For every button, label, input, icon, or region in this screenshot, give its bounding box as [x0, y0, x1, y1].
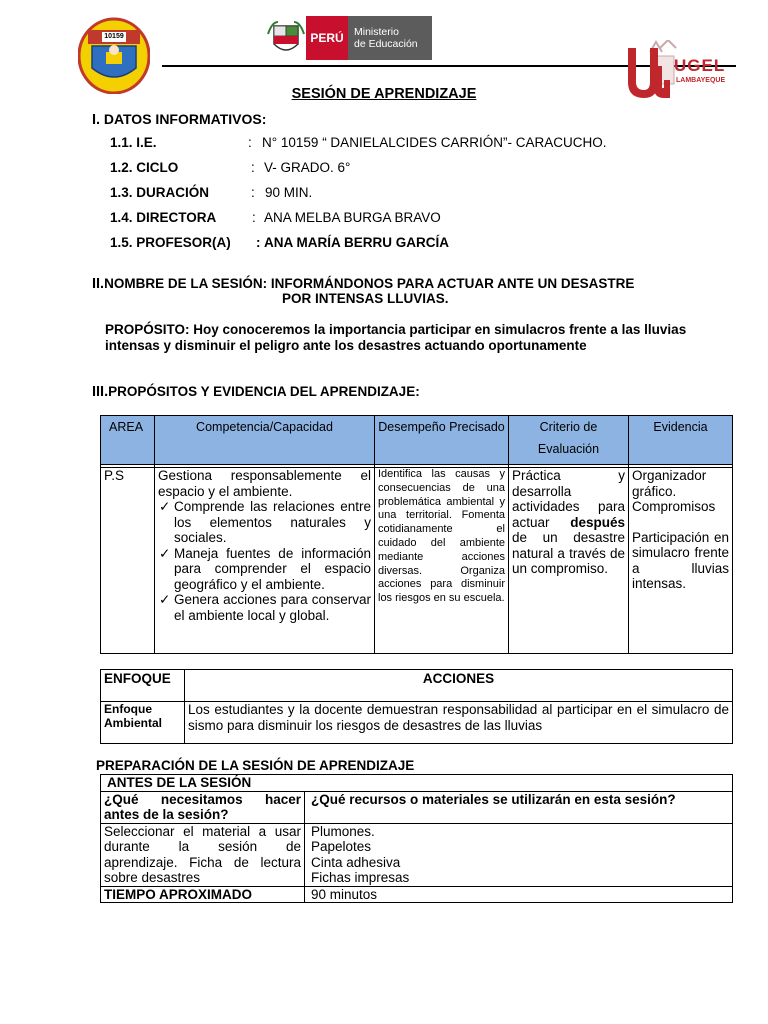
section-1-number: I.: [92, 112, 101, 128]
cell-question-2: ¿Qué recursos o materiales se utilizarán en esta sesión?: [305, 791, 733, 823]
page-title: SESIÓN DE APRENDIZAJE: [291, 86, 477, 102]
capacidad-text: Genera acciones para conservar el ambiente local y global.: [174, 592, 371, 623]
info-colon: :: [251, 185, 255, 200]
list-item: [159, 499, 371, 546]
section-2-number: II.: [92, 276, 105, 292]
info-value: 90 MIN.: [265, 185, 313, 200]
info-value: N° 10159 “ DANIELALCIDES CARRIÓN”- CARACUCHO.: [262, 135, 607, 150]
list-item: Fichas impresas: [311, 870, 410, 885]
cell-acciones: Los estudiantes y la docente demuestran responsabilidad al participar en el simulacro de sismo para disminuir los riesgos de desastres de las lluvias: [185, 702, 733, 744]
header-desempeno: Desempeño Precisado: [375, 416, 509, 465]
info-colon: :: [252, 210, 256, 225]
criterio-text-b: de un desastre natural a través de un compromiso.: [512, 530, 625, 576]
section-1-heading: [92, 111, 266, 128]
list-item: [159, 592, 371, 623]
cell-materials: [305, 823, 733, 886]
ministry-line2: de Educación: [354, 38, 418, 50]
cell-antes: ANTES DE LA SESIÓN: [101, 775, 733, 792]
table-header-row: [101, 416, 733, 465]
ministry-label: [348, 16, 432, 60]
criterio-bold: después: [570, 514, 625, 530]
list-item: [159, 545, 371, 593]
cell-area: P.S: [101, 468, 155, 654]
evidencia-2: Participación en simulacro frente a lluvias intensas.: [632, 529, 729, 591]
table-row: [101, 775, 733, 792]
cell-desempeno: Identifica las causas y consecuencias de una problemática ambiental y una territorial. Fomenta cotidianamente el cuidado del ambiente mediante acciones diversas. Organiza acciones para disminuir los riesgos en su escuela.: [375, 468, 509, 654]
peru-ministry-logo: [266, 16, 432, 60]
info-label: 1.2. CICLO: [110, 160, 179, 175]
info-colon: :: [256, 235, 261, 250]
session-name-line1: NOMBRE DE LA SESIÓN: INFORMÁNDONOS PARA ACTUAR ANTE UN DESASTRE: [104, 276, 635, 291]
criterio-text-a: Práctica y desarrolla actividades para actuar: [512, 468, 625, 530]
table-row: [101, 791, 733, 823]
cell-evidencia: [629, 468, 733, 654]
ugel-sub: LAMBAYEQUE: [676, 77, 726, 84]
ugel-label: UGEL: [674, 56, 726, 75]
competencia-intro: Gestiona responsablemente el espacio y el ambiente.: [158, 468, 371, 499]
list-item: Papelotes: [311, 839, 372, 854]
header-competencia: Competencia/Capacidad: [155, 416, 375, 465]
capacidad-text: Comprende las relaciones entre los elementos naturales y sociales.: [174, 499, 371, 545]
header-area: AREA: [101, 416, 155, 465]
info-colon: :: [248, 135, 252, 150]
cell-tiempo-value: 90 minutos: [305, 886, 733, 903]
section-3-heading: [92, 384, 420, 400]
session-name-line2: POR INTENSAS LLUVIAS.: [282, 291, 449, 306]
info-label: 1.4. DIRECTORA: [110, 210, 217, 225]
list-item: Cinta adhesiva: [311, 854, 401, 870]
check-icon: ✓: [159, 545, 171, 561]
table-row: [101, 702, 733, 744]
header-criterio: Criterio de Evaluación: [509, 416, 629, 465]
cell-competencia: [155, 468, 375, 654]
cell-criterio: [509, 468, 629, 654]
check-icon: ✓: [159, 592, 171, 607]
section-3-number: III.: [92, 384, 109, 400]
list-item: Plumones.: [311, 823, 375, 839]
preparation-title: PREPARACIÓN DE LA SESIÓN DE APRENDIZAJE: [96, 758, 415, 773]
capacidad-text: Maneja fuentes de información para comprender el espacio geográfico y el ambiente.: [174, 545, 371, 592]
purpose-text: PROPÓSITO: Hoy conoceremos la importancia participar en simulacros frente a las lluvias intensas y disminuir el peligro ante los desastres actuando oportunamente: [105, 322, 687, 353]
school-seal-logo: [78, 16, 150, 94]
header-evidencia: Evidencia: [629, 416, 733, 465]
table-row: [101, 823, 733, 886]
info-colon: :: [251, 160, 255, 175]
info-label: 1.3. DURACIÓN: [110, 185, 210, 200]
learning-purposes-table: [100, 415, 733, 654]
peru-coat-of-arms-icon: [266, 16, 306, 60]
section-2-heading: [92, 276, 635, 306]
info-value: ANA MELBA BURGA BRAVO: [264, 210, 441, 225]
header-enfoque: ENFOQUE: [101, 670, 185, 702]
peru-label: PERÚ: [306, 16, 348, 60]
table-row: [101, 468, 733, 654]
school-seal-number: 10159: [104, 33, 124, 40]
table-header-row: [101, 670, 733, 702]
capacidades-list: [158, 499, 371, 623]
section-1-title: DATOS INFORMATIVOS:: [103, 111, 267, 127]
cell-tiempo-label: TIEMPO APROXIMADO: [101, 886, 305, 903]
section-3-title: PROPÓSITOS Y EVIDENCIA DEL APRENDIZAJE:: [108, 384, 420, 399]
ministry-line1: Ministerio: [354, 26, 399, 38]
cell-question-1: ¿Qué necesitamos hacer antes de la sesión?: [101, 791, 305, 823]
info-label: 1.1. I.E.: [110, 135, 157, 150]
cell-answer-1: Seleccionar el material a usar durante la sesión de aprendizaje. Ficha de lectura sobre desastres: [101, 823, 305, 886]
preparation-table: [100, 774, 733, 903]
info-value: ANA MARÍA BERRU GARCÍA: [264, 235, 449, 250]
enfoque-table: [100, 669, 733, 744]
check-icon: ✓: [159, 499, 171, 514]
info-label: 1.5. PROFESOR(A): [110, 235, 231, 250]
info-value: V- GRADO. 6°: [264, 160, 351, 175]
cell-enfoque: Enfoque Ambiental: [101, 702, 185, 744]
evidencia-1: Organizador gráfico. Compromisos: [632, 468, 716, 514]
table-row: [101, 886, 733, 903]
header-acciones: ACCIONES: [185, 670, 733, 702]
